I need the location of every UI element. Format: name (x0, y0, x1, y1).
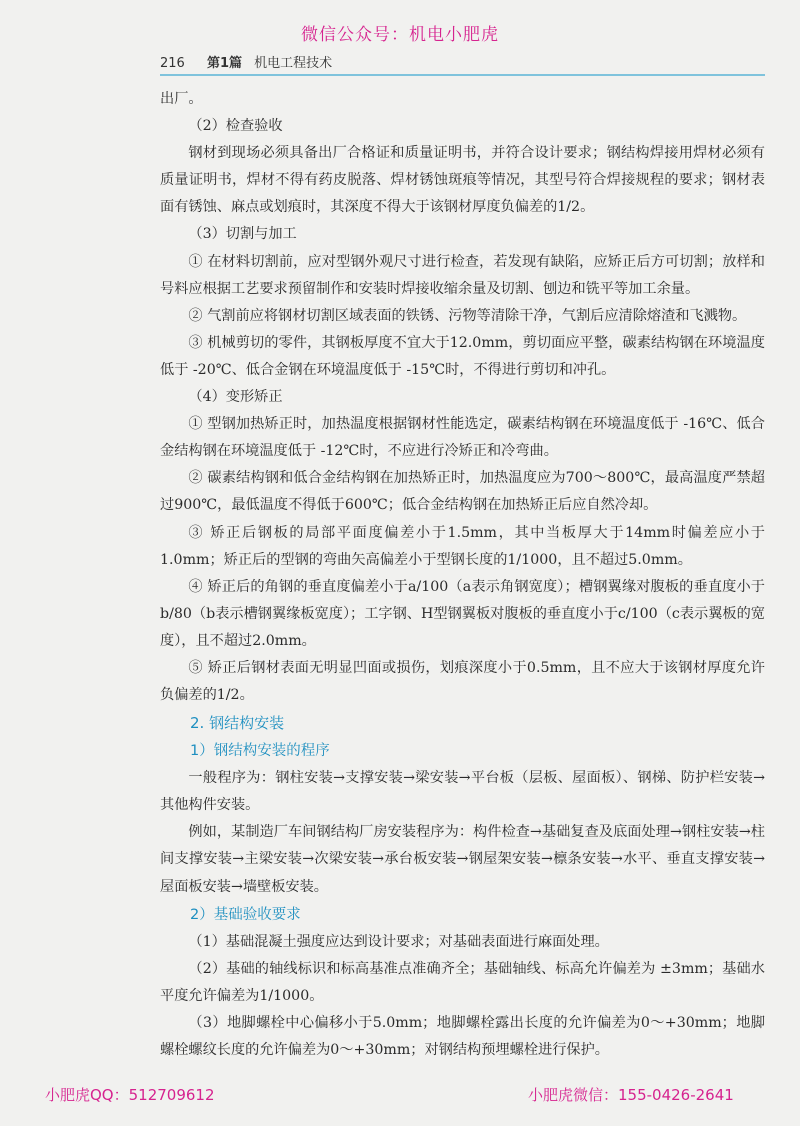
section-heading: 2. 钢结构安装 (190, 714, 285, 733)
subsection-heading: （4）变形矫正 (188, 389, 283, 406)
paragraph: （1）基础混凝土强度应达到设计要求；对基础表面进行麻面处理。 (188, 933, 609, 950)
paragraph: ④ 矫正后的角钢的垂直度偏差小于a/100（a表示角钢宽度）；槽钢翼缘对腹板的垂直度小于b/80（b表示槽钢翼缘板宽度）；工字钢、H型钢翼板对腹板的垂直度小于c/100（c表示翼板的宽度），且不超过2.0mm。 (160, 578, 765, 649)
subsection-heading: （3）切割与加工 (188, 226, 297, 243)
paragraph: ③ 机械剪切的零件，其钢板厚度不宜大于12.0mm，剪切面应平整，碳素结构钢在环境温度低于 -20℃、低合金钢在环境温度低于 -15℃时，不得进行剪切和冲孔。 (160, 334, 765, 378)
page-number: 216 (160, 56, 185, 71)
paragraph: ② 碳素结构钢和低合金结构钢在加热矫正时，加热温度应为700～800℃，最高温度严禁超过900℃，最低温度不得低于600℃；低合金结构钢在加热矫正后应自然冷却。 (160, 470, 765, 514)
paragraph: ③ 矫正后钢板的局部平面度偏差小于1.5mm，其中当板厚大于14mm时偏差应小于1.0mm；矫正后的型钢的弯曲矢高偏差小于型钢长度的1/1000，且不超过5.0mm。 (160, 524, 765, 568)
paragraph: 钢材到现场必须具备出厂合格证和质量证明书，并符合设计要求；钢结构焊接用焊材必须有质量证明书，焊材不得有药皮脱落、焊材锈蚀斑痕等情况，其型号符合焊接规程的要求；钢材表面有锈蚀、麻点或划痕时，其深度不得大于该钢材厚度负偏差的1/2。 (160, 145, 765, 216)
paragraph: 出厂。 (160, 91, 203, 107)
paragraph: （2）基础的轴线标识和标高基准点准确齐全；基础轴线、标高允许偏差为 ±3mm；基础水平度允许偏差为1/1000。 (160, 960, 765, 1004)
paragraph: ① 在材料切割前，应对型钢外观尺寸进行检查，若发现有缺陷，应矫正后方可切割；放样和号料应根据工艺要求预留制作和安装时焊接收缩余量及切割、刨边和铣平等加工余量。 (160, 253, 765, 297)
watermark-top: 微信公众号：机电小肥虎 (301, 25, 499, 45)
page-header (160, 52, 332, 71)
page-body (160, 86, 765, 1064)
subsection-heading: 2）基础验收要求 (190, 906, 301, 923)
section-title: 机电工程技术 (254, 56, 333, 71)
paragraph: （3）地脚螺栓中心偏移小于5.0mm；地脚螺栓露出长度的允许偏差为0～+30mm；地脚螺栓螺纹长度的允许偏差为0～+30mm；对钢结构预埋螺栓进行保护。 (160, 1014, 765, 1058)
footer-qq-watermark: 小肥虎QQ：512709612 (45, 1086, 215, 1104)
header-divider (160, 74, 765, 76)
paragraph: ⑤ 矫正后钢材表面无明显凹面或损伤，划痕深度小于0.5mm，且不应大于该钢材厚度允许负偏差的1/2。 (160, 659, 765, 704)
paragraph: 例如，某制造厂车间钢结构厂房安装程序为：构件检查→基础复查及底面处理→钢柱安装→柱间支撑安装→主梁安装→次梁安装→承台板安装→钢屋架安装→檩条安装→水平、垂直支撑安装→屋面板安装→墙壁板安装。 (160, 824, 765, 895)
footer-wechat-watermark: 小肥虎微信：155-0426-2641 (528, 1086, 734, 1104)
paragraph: ① 型钢加热矫正时，加热温度根据钢材性能选定，碳素结构钢在环境温度低于 -16℃、低合金结构钢在环境温度低于 -12℃时，不应进行冷矫正和冷弯曲。 (160, 416, 765, 460)
subsection-heading: 1）钢结构安装的程序 (190, 743, 330, 760)
part-label: 第1篇 (206, 56, 243, 71)
subsection-heading: （2）检查验收 (188, 118, 283, 135)
paragraph: 一般程序为：钢柱安装→支撑安装→梁安装→平台板（层板、屋面板）、钢梯、防护栏安装→其他构件安装。 (160, 770, 765, 814)
paragraph: ② 气割前应将钢材切割区域表面的铁锈、污物等清除干净，气割后应清除熔渣和飞溅物。 (188, 307, 747, 324)
